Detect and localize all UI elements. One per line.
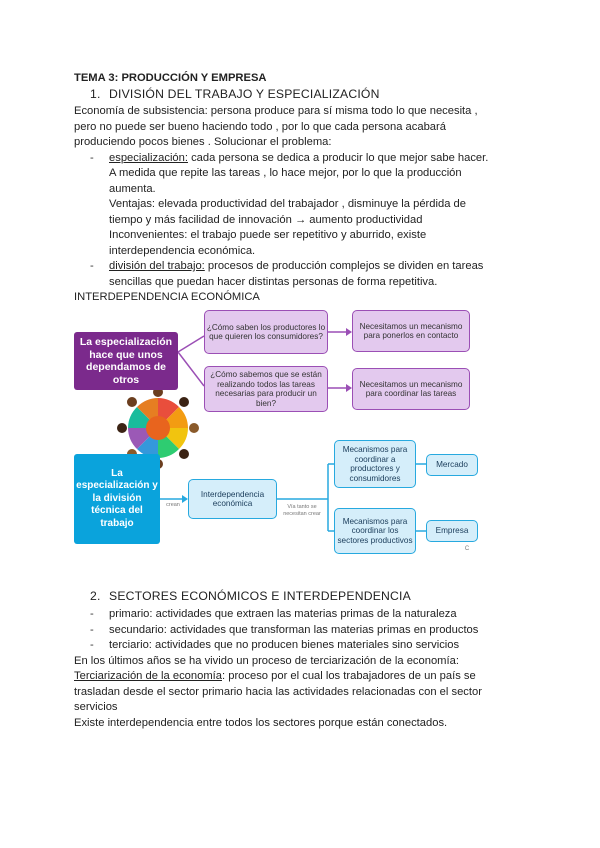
especializacion-line-3: aumenta. bbox=[109, 182, 156, 195]
ventajas-line-1: Ventajas: elevada productividad del trabajador , disminuye la pérdida de bbox=[109, 198, 466, 210]
bullet-dash: - bbox=[90, 608, 94, 620]
inconvenientes-line-2: interdependencia económica. bbox=[109, 244, 256, 257]
division-term: división del trabajo: bbox=[109, 260, 205, 272]
subsistencia-line-3: produciendo pocos bienes . Solucionar el problema: bbox=[74, 136, 332, 148]
sector-secundario: secundario: actividades que transforman las materias primas en productos bbox=[109, 623, 479, 636]
answer-box-1: Necesitamos un mecanismo para ponerlos en contacto bbox=[352, 310, 470, 352]
division-line-2: sencillas que puedan hacer distintas personas de forma repetitiva. bbox=[109, 275, 438, 288]
division-line-1 bbox=[109, 259, 483, 275]
arrow-note-right: Vía tanto se necesitan crear bbox=[283, 504, 321, 517]
bullet-dash: - bbox=[90, 623, 94, 636]
terciarizacion-line-1 bbox=[74, 669, 476, 685]
especializacion-line-1 bbox=[109, 151, 488, 167]
division-box: La especialización y la división técnica del trabajo bbox=[74, 454, 160, 544]
interdependencia-box: Interdependencia económica bbox=[188, 479, 277, 519]
section1-heading: DIVISIÓN DEL TRABAJO Y ESPECIALIZACIÓN bbox=[109, 87, 380, 101]
mechanism-box-1: Mecanismos para coordinar a productores y consumidores bbox=[334, 440, 416, 488]
especializacion-term: especialización: bbox=[109, 151, 188, 164]
section2-heading: SECTORES ECONÓMICOS E INTERDEPENDENCIA bbox=[109, 589, 411, 603]
question-box-1: ¿Cómo saben los productores lo que quieren los consumidores? bbox=[204, 310, 328, 354]
connector-line bbox=[178, 336, 204, 352]
terciarizacion-text: : proceso por el cual los trabajadores de un país se bbox=[222, 670, 476, 682]
page-title: TEMA 3: PRODUCCIÓN Y EMPRESA bbox=[74, 72, 267, 84]
bullet-dash: - bbox=[90, 639, 94, 651]
subsistencia-line-1: Economía de subsistencia: persona produce para sí misma todo lo que necesita , bbox=[74, 105, 478, 117]
answer-box-2: Necesitamos un mecanismo para coordinar las tareas bbox=[352, 368, 470, 410]
question-box-2: ¿Cómo sabemos que se están realizando todos las tareas necesarias para producir un bien? bbox=[204, 366, 328, 412]
terciarizacion-intro: En los últimos años se ha vivido un proceso de terciarización de la economía: bbox=[74, 654, 459, 667]
division-text: procesos de producción complejos se dividen en tareas bbox=[204, 260, 484, 272]
sector-primario: primario: actividades que extraen las materias primas de la naturaleza bbox=[109, 608, 457, 620]
interdependence-diagram bbox=[70, 306, 490, 558]
especializacion-text: cada persona se dedica a producir lo que mejor sabe hacer. bbox=[187, 151, 489, 164]
especializacion-box: La especialización hace que unos dependamos de otros bbox=[74, 332, 178, 390]
mercado-box: Mercado bbox=[426, 454, 478, 476]
closing-sentence: Existe interdependencia entre todos los sectores porque están conectados. bbox=[74, 716, 448, 729]
terciarizacion-term: Terciarización de la economía bbox=[74, 670, 222, 682]
arrow-note-left: crean bbox=[166, 502, 180, 508]
corner-mark: C bbox=[464, 546, 470, 552]
bullet-dash: - bbox=[90, 151, 94, 164]
interdependencia-heading: INTERDEPENDENCIA ECONÓMICA bbox=[74, 291, 260, 303]
connector-line bbox=[178, 352, 204, 386]
ventajas-line-2: tiempo y más facilidad de innovación → aumento productividad bbox=[109, 213, 423, 226]
section2-number: 2. bbox=[90, 589, 101, 603]
section1-number: 1. bbox=[90, 87, 101, 101]
especializacion-line-2: A medida que repite las tareas , lo hace mejor, por lo que la producción bbox=[109, 167, 462, 179]
empresa-box: Empresa bbox=[426, 520, 478, 542]
subsistencia-line-2: pero no puede ser bueno haciendo todo , por lo que cada persona acabará bbox=[74, 120, 446, 133]
sector-terciario: terciario: actividades que no producen bienes materiales sino servicios bbox=[109, 639, 460, 651]
terciarizacion-line-3: servicios bbox=[74, 701, 118, 713]
bullet-dash: - bbox=[90, 260, 94, 272]
terciarizacion-line-2: trasladan desde el sector primario hacia las actividades relacionadas con el sector bbox=[74, 685, 482, 698]
mechanism-box-2: Mecanismos para coordinar los sectores productivos bbox=[334, 508, 416, 554]
inconvenientes-line-1: Inconvenientes: el trabajo puede ser repetitivo y aburrido, existe bbox=[109, 229, 427, 241]
